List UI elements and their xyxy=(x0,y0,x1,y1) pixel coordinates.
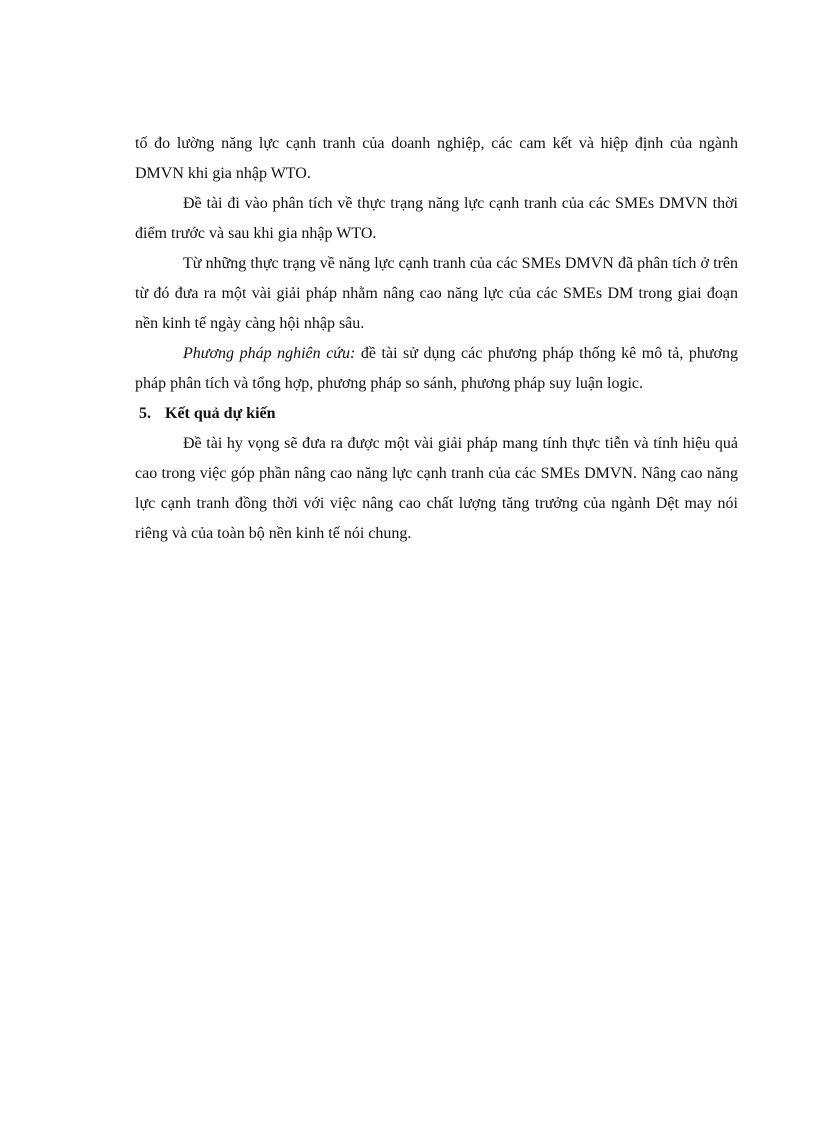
section-number: 5. xyxy=(139,405,151,422)
paragraph-solutions xyxy=(135,249,738,339)
paragraph-research-methods xyxy=(135,339,738,399)
section-title: Kết quả dự kiến xyxy=(165,405,276,422)
paragraph-analysis-scope xyxy=(135,189,738,249)
paragraph-text: Từ những thực trạng về năng lực cạnh tranh của các SMEs DMVN đã phân tích ở trên từ đó đưa ra một vài giải pháp nhằm nâng cao năng lực của các SMEs DM trong giai đoạn nền kinh tế ngày càng hội nhập sâu. xyxy=(135,255,738,332)
paragraph-text: Đề tài hy vọng sẽ đưa ra được một vài giải pháp mang tính thực tiễn và tính hiệu quả cao trong việc góp phần nâng cao năng lực cạnh tranh của các SMEs DMVN. Nâng cao năng lực cạnh tranh đồng thời với việc nâng cao chất lượng tăng trưởng của ngành Dệt may nói riêng và của toàn bộ nền kinh tế nói chung. xyxy=(135,435,738,542)
paragraph-continuation xyxy=(135,129,738,189)
document-body xyxy=(135,129,738,549)
paragraph-text: Đề tài đi vào phân tích về thực trạng năng lực cạnh tranh của các SMEs DMVN thời điểm trước và sau khi gia nhập WTO. xyxy=(135,195,738,242)
paragraph-text: tố đo lường năng lực cạnh tranh của doanh nghiệp, các cam kết và hiệp định của ngành DMVN khi gia nhập WTO. xyxy=(135,135,738,182)
paragraph-expected-results xyxy=(135,429,738,549)
research-methods-label: Phương pháp nghiên cứu: xyxy=(183,345,356,362)
paragraph-text: đề tài sử dụng các phương pháp thống kê mô tả, phương pháp phân tích và tổng hợp, phương pháp so sánh, phương pháp suy luận logic. xyxy=(135,345,738,392)
section-heading xyxy=(135,399,738,429)
